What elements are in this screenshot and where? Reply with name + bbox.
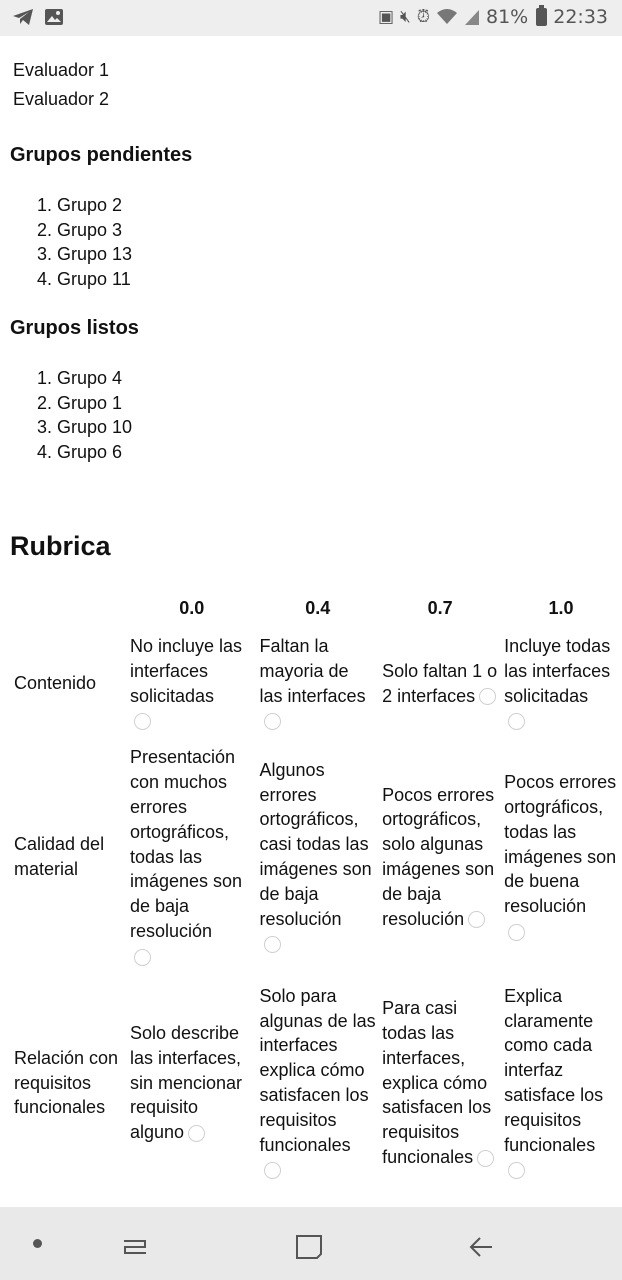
list-item: 2. Grupo 1 xyxy=(57,391,132,416)
evaluator-2: Evaluador 2 xyxy=(13,89,110,109)
score-header: 0.7 xyxy=(427,597,453,618)
telegram-icon xyxy=(12,8,34,26)
score-radio[interactable] xyxy=(134,713,151,730)
criterion-label: Calidad del material xyxy=(14,834,105,879)
score-radio[interactable] xyxy=(264,713,281,730)
battery-percent: 81% xyxy=(486,6,529,28)
wifi-icon xyxy=(436,8,458,26)
evaluator-1: Evaluador 1 xyxy=(13,60,110,80)
rubric-cell: Solo para algunas de las interfaces explica cómo satisfacen los requisitos funcionales xyxy=(258,973,379,1193)
pending-groups-title: Grupos pendientes xyxy=(10,144,193,166)
score-header: 0.0 xyxy=(179,597,205,618)
score-radio[interactable] xyxy=(468,911,485,928)
list-item: 4. Grupo 6 xyxy=(57,440,132,465)
score-radio[interactable] xyxy=(188,1125,205,1142)
rubric-table xyxy=(10,590,622,1193)
rubric-cell: Incluye todas las interfaces solicitadas xyxy=(502,626,620,741)
ready-groups-title: Grupos listos xyxy=(10,317,139,339)
score-radio[interactable] xyxy=(508,924,525,941)
back-icon[interactable] xyxy=(462,1227,502,1267)
list-item: 4. Grupo 11 xyxy=(57,267,132,292)
pending-groups-list xyxy=(0,193,132,291)
score-radio[interactable] xyxy=(134,949,151,966)
list-item: 3. Grupo 10 xyxy=(57,415,132,440)
battery-saver-icon: ▣ xyxy=(377,7,395,27)
score-radio[interactable] xyxy=(477,1150,494,1167)
battery-icon xyxy=(536,8,547,26)
score-radio[interactable] xyxy=(264,1162,281,1179)
rubric-cell: Algunos errores ortográficos, casi todas las imágenes son de baja resolución xyxy=(258,741,379,973)
recent-apps-icon[interactable] xyxy=(115,1227,155,1267)
rubric-cell: No incluye las interfaces solicitadas xyxy=(128,626,256,741)
mute-icon: 🔇︎ xyxy=(400,7,411,27)
nav-indicator-dot xyxy=(33,1239,42,1248)
rubric-title: Rubrica xyxy=(10,531,111,561)
score-radio[interactable] xyxy=(479,688,496,705)
criterion-label: Contenido xyxy=(14,673,97,694)
rubric-cell: Solo describe las interfaces, sin mencionar requisito alguno xyxy=(130,1023,243,1143)
rubric-cell: Solo faltan 1 o 2 interfaces xyxy=(382,660,498,706)
image-icon xyxy=(44,8,64,26)
rubric-cell: Para casi todas las interfaces, explica cómo satisfacen los requisitos funcionales xyxy=(380,973,500,1193)
rubric-cell: Faltan la mayoria de las interfaces xyxy=(258,626,379,741)
rubric-cell: Explica claramente como cada interfaz satisface los requisitos funcionales xyxy=(502,973,620,1193)
list-item: 2. Grupo 3 xyxy=(57,218,132,243)
clock: 22:33 xyxy=(553,6,608,28)
rubric-cell: Pocos errores ortográficos, todas las imágenes son de buena resolución xyxy=(502,741,620,973)
signal-icon xyxy=(464,8,480,26)
score-radio[interactable] xyxy=(508,713,525,730)
rubric-row-requisitos xyxy=(12,973,620,1193)
home-button-icon[interactable] xyxy=(289,1227,329,1267)
score-header: 0.4 xyxy=(305,597,331,618)
rubric-row-contenido xyxy=(12,626,620,741)
rubric-cell: Presentación con muchos errores ortográficos, todas las imágenes son de baja resolución xyxy=(128,741,256,973)
score-header: 1.0 xyxy=(548,597,574,618)
status-bar xyxy=(0,0,622,36)
rubric-cell: Pocos errores ortográficos, solo algunas imágenes son de baja resolución xyxy=(382,784,495,929)
rubric-header-row xyxy=(12,590,620,626)
score-radio[interactable] xyxy=(264,936,281,953)
ready-groups-list xyxy=(0,366,132,464)
criterion-label: Relación con requisitos funcionales xyxy=(14,1047,119,1118)
score-radio[interactable] xyxy=(508,1162,525,1179)
list-item: 3. Grupo 13 xyxy=(57,242,132,267)
rubric-row-calidad xyxy=(12,741,620,973)
list-item: 1. Grupo 2 xyxy=(57,193,132,218)
navigation-bar xyxy=(0,1207,622,1280)
alarm-icon: ⏰︎ xyxy=(416,7,430,27)
list-item: 1. Grupo 4 xyxy=(57,366,132,391)
